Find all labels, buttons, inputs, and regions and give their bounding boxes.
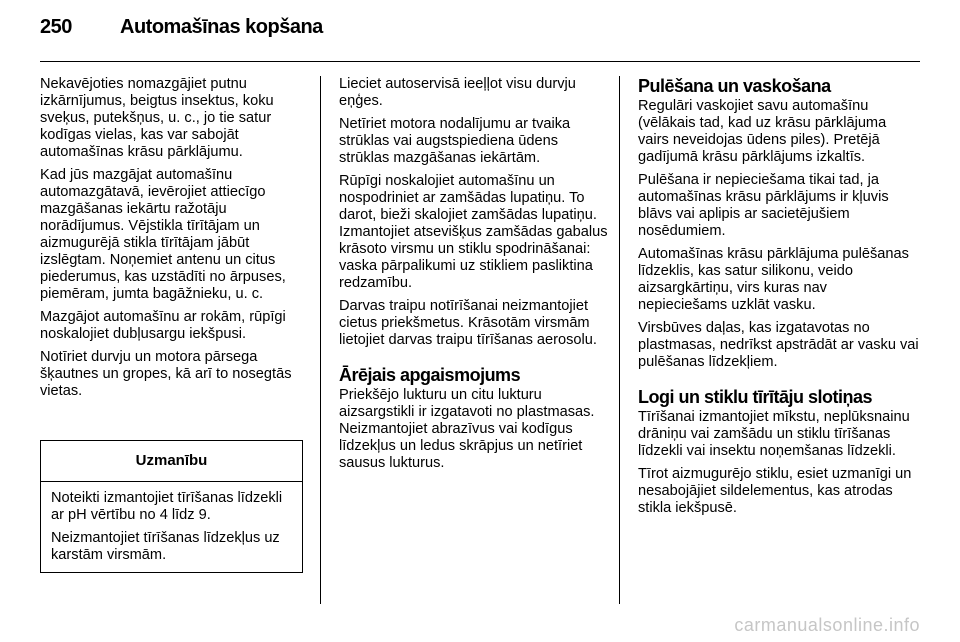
caution-body: [41, 482, 302, 564]
caution-paragraph: Neizmantojiet tīrīšanas līdzekļus uz karstām virsmām.: [51, 530, 280, 563]
paragraph: Automašīnas krāsu pārklājuma pulēšanas līdzeklis, kas satur silikonu, veido aizsargkārtiņu, virs kuras nav nepieciešams uzklāt vasku.: [638, 246, 909, 313]
page-number: 250: [40, 16, 72, 38]
paragraph: Pulēšana ir nepieciešama tikai tad, ja automašīnas krāsu pārklājums ir kļuvis blāvs vai aplipis ar sacietējušiem nosēdumiem.: [638, 172, 889, 239]
paragraph: Tīrot aizmugurējo stiklu, esiet uzmanīgi un nesabojājiet sildelementus, kas atrodas stikla iekšpusē.: [638, 466, 912, 516]
header-rule: [40, 61, 920, 62]
page-title: Automašīnas kopšana: [120, 16, 323, 38]
column-3: [638, 76, 920, 523]
page-header: [40, 8, 920, 48]
column-divider-2: [619, 76, 620, 604]
paragraph: Nekavējoties nomazgājiet putnu izkārnījumus, beigtus insektus, koku sveķus, putekšņus, u. c., jo tie satur kodīgas vielas, kas var sabojāt automašīnas krāsu pārklājumu.: [40, 76, 274, 160]
paragraph: Rūpīgi noskalojiet automašīnu un nospodriniet ar zamšādas lupatiņu. To darot, bieži skalojiet zamšādas lupatiņu. Izmantojiet atsevišķus zamšādas gabalus krāsoto virsmu un stiklu spodrināšanai: vaska pārpalikumi uz stikliem pasliktina redzamību.: [339, 173, 608, 291]
paragraph: Notīriet durvju un motora pārsega šķautnes un gropes, kā arī to nosegtās vietas.: [40, 349, 292, 399]
paragraph: Regulāri vaskojiet savu automašīnu (vēlākais tad, kad uz krāsu pārklājuma vairs neveidojas ūdens piles). Pretējā gadījumā krāsu pārklājums izkaltīs.: [638, 98, 887, 165]
paragraph: Mazgājot automašīnu ar rokām, rūpīgi noskalojiet dubļusargu iekšpusi.: [40, 309, 286, 342]
paragraph: Lieciet autoservisā ieeļļot visu durvju eņģes.: [339, 76, 576, 109]
caution-heading: Uzmanību: [41, 441, 302, 482]
caution-paragraph: Noteikti izmantojiet tīrīšanas līdzekli ar pH vērtību no 4 līdz 9.: [51, 490, 283, 523]
section-heading-exterior-lights: Ārējais apgaismojums: [339, 365, 521, 385]
footer-watermark: carmanualsonline.info: [734, 615, 920, 635]
paragraph: Priekšējo lukturu un citu lukturu aizsargstikli ir izgatavoti no plastmasas. Neizmantojiet abrazīvus vai kodīgus līdzekļus un ledus skrāpjus un netīriet sausus lukturus.: [339, 387, 595, 471]
section-heading-windows-wipers: Logi un stiklu tīrītāju slotiņas: [638, 387, 873, 407]
paragraph: Kad jūs mazgājat automašīnu automazgātavā, ievērojiet attiecīgo mazgāšanas iekārtu ražotāju norādījumus. Vējstikla tīrītājam un aizmugurējā stikla tīrītājam jābūt izslēgtam. Noņemiet antenu un citus piederumus, kas uzstādīti no ārpuses, piemēram, jumta bagāžnieku, u. c.: [40, 167, 286, 302]
paragraph: Netīriet motora nodalījumu ar tvaika strūklas vai augstspiediena ūdens strūklas mazgāšanas iekārtām.: [339, 116, 571, 166]
column-2: [339, 76, 612, 478]
paragraph: Tīrīšanai izmantojiet mīkstu, neplūksnainu drāniņu vai zamšādu un stiklu tīrīšanas līdzekli vai insektu noņemšanas līdzekli.: [638, 409, 910, 459]
paragraph: Darvas traipu notīrīšanai neizmantojiet cietus priekšmetus. Krāsotām virsmām lietojiet darvas traipu tīrīšanas aerosolu.: [339, 298, 597, 348]
column-1: [40, 76, 310, 406]
column-divider-1: [320, 76, 321, 604]
paragraph: Virsbūves daļas, kas izgatavotas no plastmasas, nedrīkst apstrādāt ar vasku vai pulēšanas līdzekļiem.: [638, 320, 919, 370]
caution-box: [40, 440, 303, 573]
section-heading-polishing: Pulēšana un vaskošana: [638, 76, 831, 96]
